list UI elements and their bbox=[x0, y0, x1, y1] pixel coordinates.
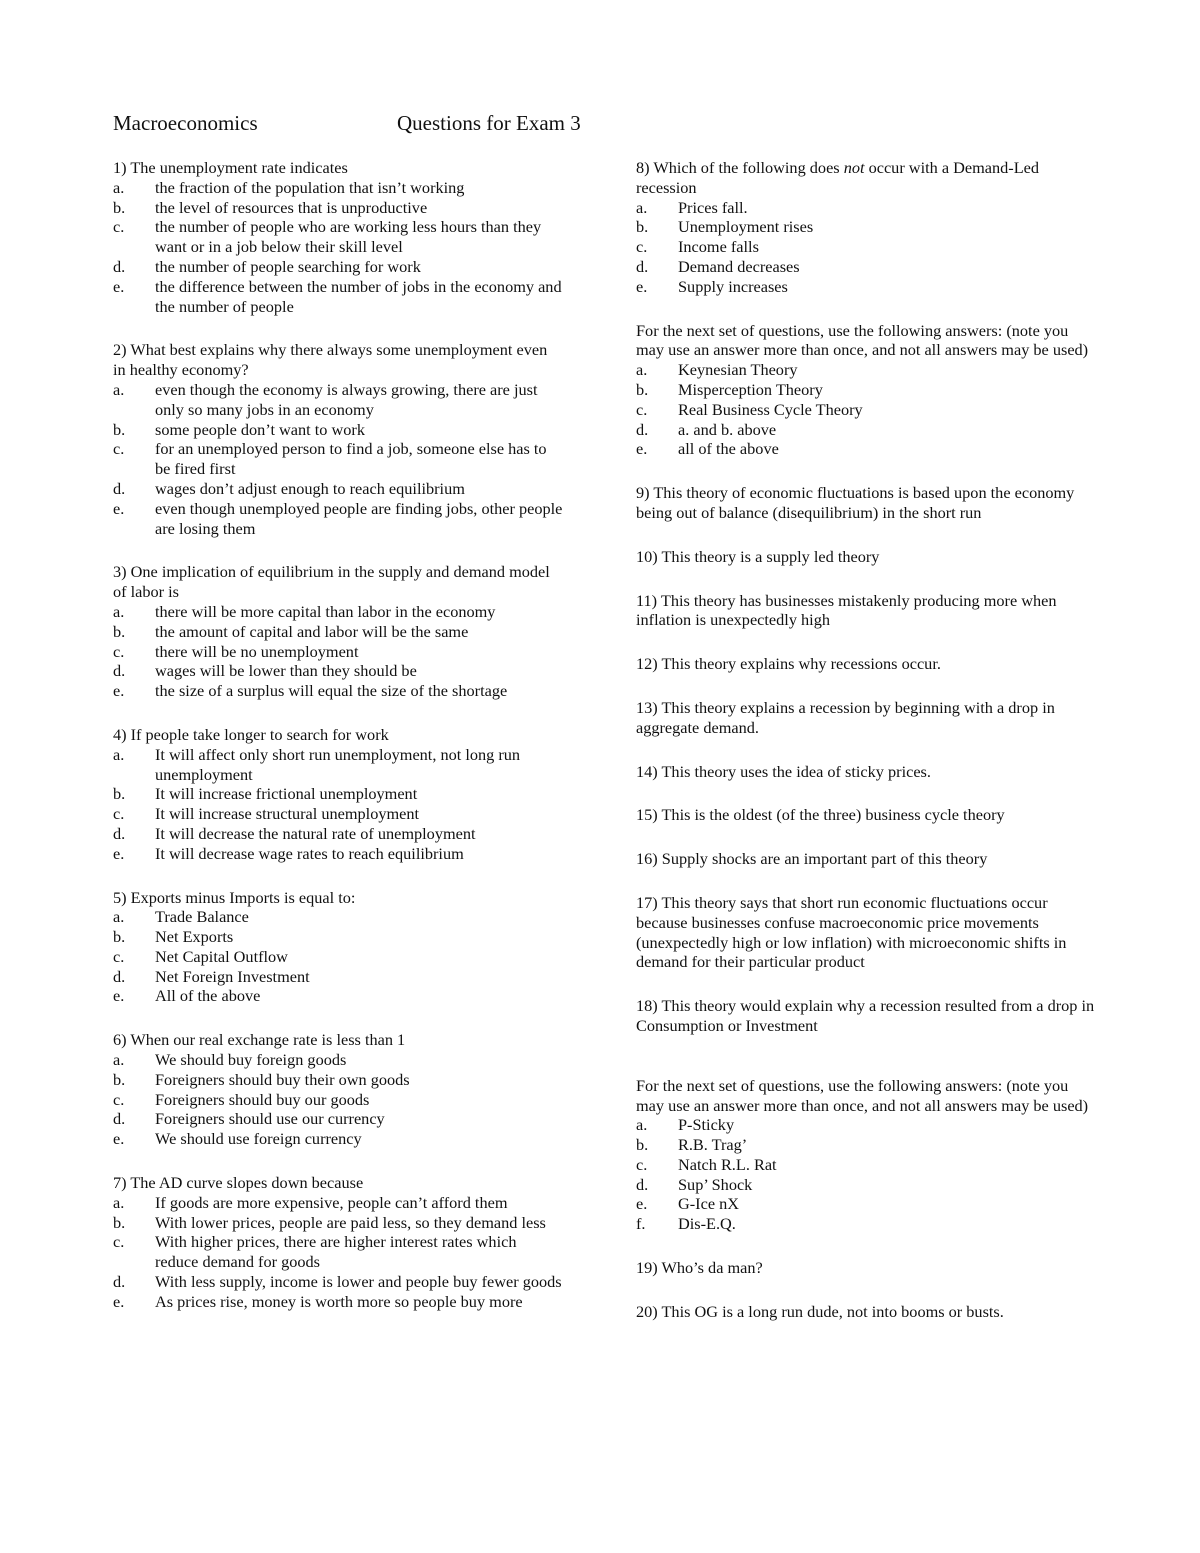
question-20: 20) This OG is a long run dude, not into booms or busts. bbox=[636, 1301, 1004, 1321]
stem-emphasis: not bbox=[843, 158, 865, 177]
option-letter: b. bbox=[113, 1212, 126, 1232]
option-text: the size of a surplus will equal the size of the shortage bbox=[155, 681, 508, 701]
question-12: 12) This theory explains why recessions occur. bbox=[636, 654, 941, 674]
question-2 bbox=[113, 340, 563, 538]
answer-option bbox=[113, 824, 563, 844]
answer-option bbox=[113, 1213, 563, 1233]
question-stem: 5) Exports minus Imports is equal to: bbox=[113, 887, 356, 907]
question-stem: 2) What best explains why there always some unemployment even in healthy economy? bbox=[113, 340, 548, 380]
question-11: 11) This theory has businesses mistakenly producing more when inflation is unexpectedly high bbox=[636, 590, 1057, 630]
answer-option bbox=[113, 1070, 563, 1090]
answer-options bbox=[636, 198, 1096, 297]
option-letter: a. bbox=[113, 907, 125, 927]
question-7 bbox=[113, 1173, 563, 1312]
option-text: Real Business Cycle Theory bbox=[678, 399, 863, 419]
option-text: for an unemployed person to find a job, someone else has to be fired first bbox=[155, 439, 547, 479]
option-text: R.B. Trag’ bbox=[678, 1135, 748, 1155]
answer-option bbox=[113, 967, 563, 987]
option-letter: b. bbox=[636, 217, 649, 237]
option-text: Misperception Theory bbox=[678, 379, 823, 399]
answer-option bbox=[113, 642, 563, 662]
option-letter: e. bbox=[636, 1194, 648, 1214]
answer-set-1 bbox=[636, 321, 1096, 460]
answer-option bbox=[113, 602, 563, 622]
question-stem: 4) If people take longer to search for work bbox=[113, 724, 389, 744]
answer-option bbox=[113, 927, 563, 947]
answer-option bbox=[113, 804, 563, 824]
answer-option bbox=[113, 1129, 563, 1149]
answer-option bbox=[636, 1214, 1096, 1234]
answer-option bbox=[113, 420, 563, 440]
option-letter: a. bbox=[113, 1050, 125, 1070]
answer-option bbox=[636, 1175, 1096, 1195]
answer-option bbox=[113, 380, 563, 420]
question-15: 15) This is the oldest (of the three) business cycle theory bbox=[636, 805, 1005, 825]
option-text: wages don’t adjust enough to reach equilibrium bbox=[155, 478, 465, 498]
answer-option bbox=[636, 1194, 1096, 1214]
option-letter: d. bbox=[636, 419, 649, 439]
option-letter: c. bbox=[113, 439, 125, 459]
option-text: even though the economy is always growing, there are just only so many jobs in an economy bbox=[155, 379, 538, 419]
option-text: there will be no unemployment bbox=[155, 641, 359, 661]
option-text: Sup’ Shock bbox=[678, 1174, 753, 1194]
answer-option bbox=[113, 745, 563, 785]
option-text: Foreigners should buy their own goods bbox=[155, 1069, 410, 1089]
option-text: Income falls bbox=[678, 237, 759, 257]
option-text: Foreigners should buy our goods bbox=[155, 1089, 370, 1109]
option-text: We should use foreign currency bbox=[155, 1129, 362, 1149]
option-text: Unemployment rises bbox=[678, 217, 814, 237]
answer-option bbox=[113, 1232, 563, 1272]
question-1 bbox=[113, 158, 563, 316]
answer-option bbox=[636, 1135, 1096, 1155]
stem-part: occur with a Demand-Led recession bbox=[636, 158, 1040, 197]
option-letter: a. bbox=[636, 360, 648, 380]
answer-option bbox=[113, 681, 563, 701]
option-letter: d. bbox=[113, 1109, 126, 1129]
stem-part: 8) Which of the following does bbox=[636, 158, 844, 177]
option-text: the number of people searching for work bbox=[155, 256, 421, 276]
option-letter: e. bbox=[113, 276, 125, 296]
option-letter: d. bbox=[113, 1272, 126, 1292]
option-letter: e. bbox=[113, 1291, 125, 1311]
answer-option bbox=[636, 400, 1096, 420]
option-letter: d. bbox=[113, 661, 126, 681]
question-14: 14) This theory uses the idea of sticky prices. bbox=[636, 761, 931, 781]
answer-options bbox=[636, 1115, 1096, 1234]
answer-option bbox=[113, 479, 563, 499]
answer-option bbox=[636, 257, 1096, 277]
answer-option bbox=[113, 1090, 563, 1110]
answer-option bbox=[113, 439, 563, 479]
option-letter: c. bbox=[113, 804, 125, 824]
question-10: 10) This theory is a supply led theory bbox=[636, 546, 880, 566]
option-letter: b. bbox=[113, 419, 126, 439]
option-letter: e. bbox=[113, 986, 125, 1006]
answer-option bbox=[636, 380, 1096, 400]
option-letter: a. bbox=[113, 177, 125, 197]
option-text: With less supply, income is lower and people buy fewer goods bbox=[155, 1272, 562, 1292]
answer-option bbox=[113, 661, 563, 681]
option-text: Foreigners should use our currency bbox=[155, 1109, 385, 1129]
option-text: It will increase structural unemployment bbox=[155, 804, 420, 824]
option-text: the difference between the number of jobs in the economy and the number of people bbox=[155, 276, 562, 316]
question-4 bbox=[113, 725, 563, 864]
option-text: the level of resources that is unproductive bbox=[155, 197, 428, 217]
answer-option bbox=[113, 1292, 563, 1312]
answer-options bbox=[113, 745, 563, 864]
option-text: Net Exports bbox=[155, 927, 234, 947]
option-letter: a. bbox=[636, 1115, 648, 1135]
question-stem: 7) The AD curve slopes down because bbox=[113, 1173, 364, 1193]
answer-option bbox=[636, 1115, 1096, 1135]
option-letter: b. bbox=[636, 379, 649, 399]
answer-option bbox=[113, 1050, 563, 1070]
left-column bbox=[113, 158, 563, 1336]
answer-option bbox=[113, 198, 563, 218]
question-9: 9) This theory of economic fluctuations is based upon the economy being out of balance (disequilibrium) in the short run bbox=[636, 483, 1075, 522]
option-text: It will affect only short run unemployment, not long run unemployment bbox=[155, 744, 521, 784]
question-3 bbox=[113, 562, 563, 701]
option-letter: c. bbox=[636, 399, 648, 419]
option-text: It will decrease wage rates to reach equilibrium bbox=[155, 843, 464, 863]
option-letter: a. bbox=[113, 601, 125, 621]
option-letter: c. bbox=[113, 1089, 125, 1109]
answer-option bbox=[113, 217, 563, 257]
question-stem: 3) One implication of equilibrium in the supply and demand model of labor is bbox=[113, 562, 550, 602]
right-column bbox=[636, 158, 1096, 1346]
option-text: Net Capital Outflow bbox=[155, 946, 288, 966]
question-stem bbox=[636, 158, 1096, 198]
answer-option bbox=[113, 257, 563, 277]
option-letter: a. bbox=[113, 1192, 125, 1212]
question-5 bbox=[113, 888, 563, 1007]
option-letter: d. bbox=[113, 478, 126, 498]
answer-option bbox=[636, 217, 1096, 237]
option-letter: e. bbox=[636, 439, 648, 459]
option-letter: b. bbox=[113, 197, 126, 217]
option-text: even though unemployed people are finding jobs, other people are losing them bbox=[155, 498, 563, 538]
option-text: the amount of capital and labor will be the same bbox=[155, 621, 469, 641]
question-13: 13) This theory explains a recession by beginning with a drop in aggregate demand. bbox=[636, 697, 1055, 737]
option-letter: d. bbox=[113, 256, 126, 276]
option-text: all of the above bbox=[678, 439, 779, 459]
answer-option bbox=[636, 439, 1096, 459]
option-letter: e. bbox=[113, 498, 125, 518]
option-text: some people don’t want to work bbox=[155, 419, 365, 439]
answer-option bbox=[113, 1272, 563, 1292]
option-letter: e. bbox=[113, 1129, 125, 1149]
answer-option bbox=[113, 844, 563, 864]
answer-option bbox=[113, 947, 563, 967]
option-text: As prices rise, money is worth more so people buy more bbox=[155, 1291, 523, 1311]
answer-option bbox=[113, 907, 563, 927]
option-letter: e. bbox=[113, 681, 125, 701]
option-letter: f. bbox=[636, 1214, 646, 1234]
option-letter: d. bbox=[113, 823, 126, 843]
option-letter: d. bbox=[113, 966, 126, 986]
option-letter: e. bbox=[636, 276, 648, 296]
answer-option bbox=[113, 499, 563, 539]
question-8 bbox=[636, 158, 1096, 297]
option-text: Keynesian Theory bbox=[678, 360, 798, 380]
option-letter: d. bbox=[636, 256, 649, 276]
answer-options bbox=[636, 360, 1096, 459]
option-text: With higher prices, there are higher interest rates which reduce demand for goods bbox=[155, 1232, 517, 1272]
answer-option bbox=[636, 198, 1096, 218]
option-letter: c. bbox=[113, 946, 125, 966]
question-16: 16) Supply shocks are an important part of this theory bbox=[636, 849, 988, 869]
question-18: 18) This theory would explain why a recession resulted from a drop in Consumption or Investment bbox=[636, 996, 1095, 1035]
option-letter: b. bbox=[113, 927, 126, 947]
question-stem: 6) When our real exchange rate is less than 1 bbox=[113, 1030, 406, 1050]
option-text: All of the above bbox=[155, 986, 261, 1006]
answer-option bbox=[113, 986, 563, 1006]
option-text: wages will be lower than they should be bbox=[155, 661, 417, 681]
option-text: the fraction of the population that isn’t working bbox=[155, 177, 465, 197]
answer-option bbox=[113, 1193, 563, 1213]
option-letter: a. bbox=[113, 379, 125, 399]
option-letter: b. bbox=[113, 621, 126, 641]
final-questions bbox=[636, 1258, 1096, 1322]
option-text: Prices fall. bbox=[678, 197, 748, 217]
answer-set-intro: For the next set of questions, use the following answers: (note you may use an answer more than once, and not all answers may be used) bbox=[636, 320, 1089, 360]
answer-options bbox=[113, 1050, 563, 1149]
course-title: Macroeconomics bbox=[113, 111, 258, 135]
answer-set-intro: For the next set of questions, use the following answers: (note you may use an answer more than once, and not all answers may be used) bbox=[636, 1075, 1089, 1115]
option-text: With lower prices, people are paid less, so they demand less bbox=[155, 1212, 546, 1232]
option-text: the number of people who are working less hours than they want or in a job below their skill level bbox=[155, 217, 542, 257]
option-letter: c. bbox=[113, 217, 125, 237]
answer-option bbox=[636, 420, 1096, 440]
option-text: G-Ice nX bbox=[678, 1194, 740, 1214]
question-19: 19) Who’s da man? bbox=[636, 1258, 763, 1278]
answer-options bbox=[113, 907, 563, 1006]
theory-questions bbox=[636, 483, 1096, 1036]
option-text: If goods are more expensive, people can’t afford them bbox=[155, 1192, 508, 1212]
option-text: Natch R.L. Rat bbox=[678, 1154, 777, 1174]
answer-option bbox=[636, 1155, 1096, 1175]
option-letter: b. bbox=[113, 784, 126, 804]
option-letter: c. bbox=[636, 237, 648, 257]
option-letter: b. bbox=[636, 1135, 649, 1155]
answer-option bbox=[113, 622, 563, 642]
option-text: there will be more capital than labor in the economy bbox=[155, 601, 496, 621]
answer-options bbox=[113, 1193, 563, 1312]
option-text: Dis-E.Q. bbox=[678, 1214, 736, 1234]
question-stem: 1) The unemployment rate indicates bbox=[113, 158, 348, 177]
option-text: It will increase frictional unemployment bbox=[155, 784, 418, 804]
option-letter: e. bbox=[113, 843, 125, 863]
answer-option bbox=[113, 784, 563, 804]
option-text: Supply increases bbox=[678, 276, 788, 296]
answer-options bbox=[113, 602, 563, 701]
question-17: 17) This theory says that short run economic fluctuations occur because businesses confuse macroeconomic price movements (unexpectedly high or low inflation) with microeconomic shifts in demand for their particular product bbox=[636, 892, 1067, 972]
option-letter: c. bbox=[113, 641, 125, 661]
option-letter: b. bbox=[113, 1069, 126, 1089]
option-text: We should buy foreign goods bbox=[155, 1050, 347, 1070]
answer-option bbox=[113, 1109, 563, 1129]
question-6 bbox=[113, 1030, 563, 1149]
option-letter: c. bbox=[636, 1154, 648, 1174]
exam-title: Questions for Exam 3 bbox=[397, 111, 581, 135]
option-letter: d. bbox=[636, 1174, 649, 1194]
answer-option bbox=[113, 277, 563, 317]
answer-option bbox=[113, 178, 563, 198]
answer-option bbox=[636, 237, 1096, 257]
option-letter: a. bbox=[636, 197, 648, 217]
answer-option bbox=[636, 277, 1096, 297]
option-text: Trade Balance bbox=[155, 907, 249, 927]
option-text: Demand decreases bbox=[678, 256, 800, 276]
answer-options bbox=[113, 380, 563, 538]
option-letter: c. bbox=[113, 1232, 125, 1252]
option-text: Net Foreign Investment bbox=[155, 966, 310, 986]
answer-option bbox=[636, 360, 1096, 380]
option-text: P-Sticky bbox=[678, 1115, 735, 1135]
answer-options bbox=[113, 178, 563, 317]
answer-set-2 bbox=[636, 1076, 1096, 1234]
option-text: a. and b. above bbox=[678, 419, 777, 439]
option-text: It will decrease the natural rate of unemployment bbox=[155, 823, 476, 843]
option-letter: a. bbox=[113, 744, 125, 764]
